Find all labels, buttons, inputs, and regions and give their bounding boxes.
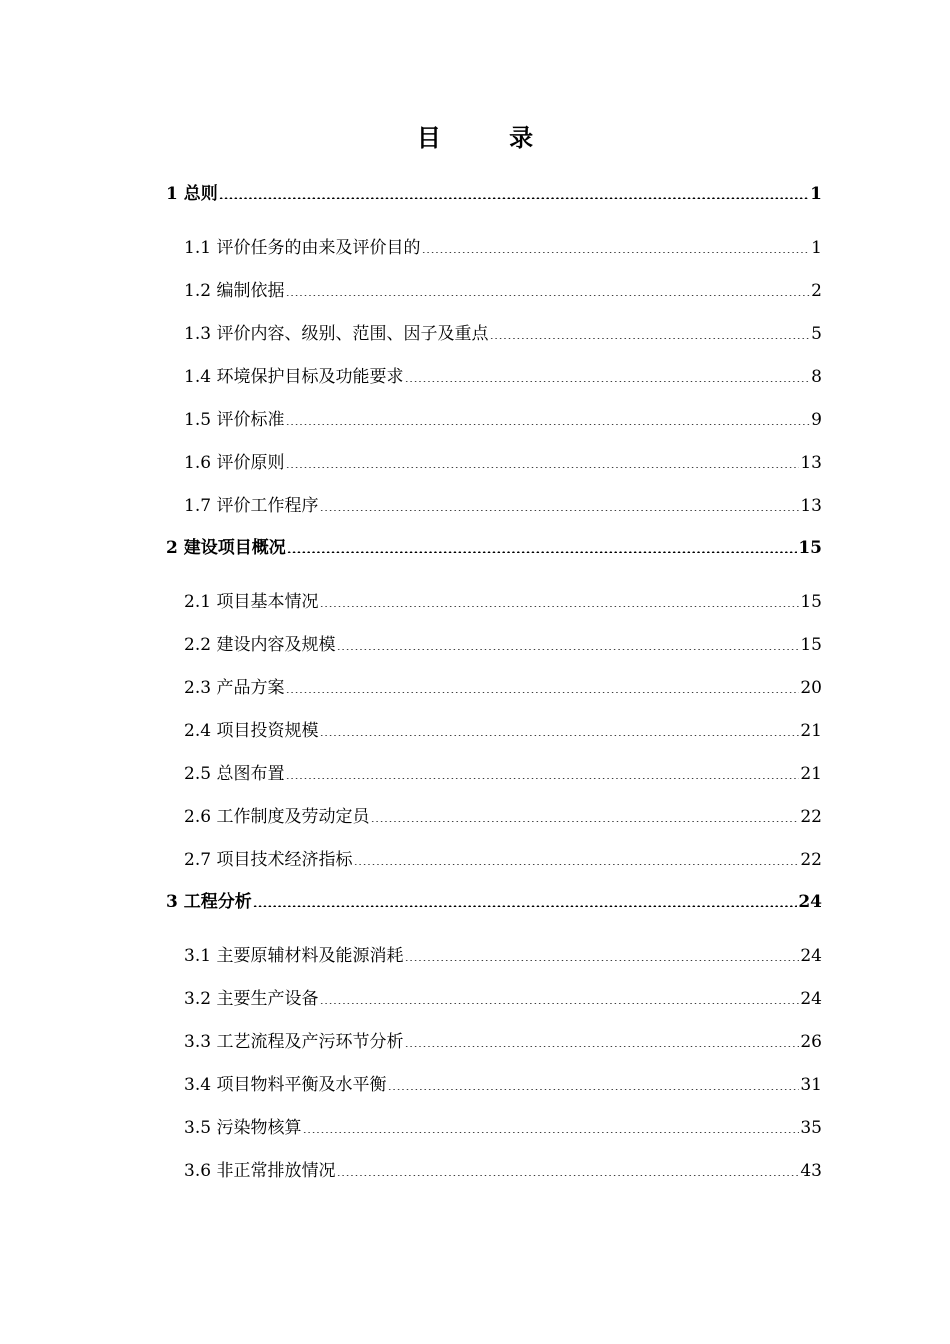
toc-section-entry[interactable] [166,1107,822,1150]
toc-entry-page-number: 2 [811,281,822,301]
toc-entry-page-number: 22 [800,807,822,827]
toc-section-entry[interactable] [166,667,822,710]
toc-entry-label: 2.7 项目技术经济指标 [184,850,353,870]
toc-entry-page-number: 13 [800,496,822,516]
dot-leader [285,762,799,779]
toc-entry-label: 1.7 评价工作程序 [184,496,319,516]
dot-leader [353,848,799,865]
dot-leader [285,676,799,693]
toc-entry-label: 2.2 建设内容及规模 [184,635,336,655]
toc-entry-label: 2.4 项目投资规模 [184,721,319,741]
dot-leader [421,236,810,253]
toc-section-entry[interactable] [166,581,822,624]
toc-entry-label: 1.4 环境保护目标及功能要求 [184,367,404,387]
dot-leader [219,182,809,199]
dot-leader [370,805,799,822]
toc-entry-label: 1.1 评价任务的由来及评价目的 [184,238,421,258]
toc-entry-label: 2.5 总图布置 [184,764,285,784]
toc-section-entry[interactable] [166,1021,822,1064]
dot-leader [404,365,810,382]
toc-section-entry[interactable] [166,442,822,485]
toc-chapter-entry[interactable] [166,882,822,935]
toc-section-entry[interactable] [166,796,822,839]
toc-entry-page-number: 15 [800,592,822,612]
toc-entry-label: 1.5 评价标准 [184,410,285,430]
dot-leader [336,1159,799,1176]
toc-section-entry[interactable] [166,978,822,1021]
dot-leader [285,451,799,468]
toc-entry-page-number: 1 [811,238,822,258]
toc-entry-page-number: 15 [798,538,822,558]
page-title: 目 录 [416,123,564,152]
toc-section-entry[interactable] [166,227,822,270]
dot-leader [287,536,798,553]
toc-entry-page-number: 21 [800,721,822,741]
toc-chapter-entry[interactable] [166,174,822,227]
toc-section-entry[interactable] [166,270,822,313]
toc-entry-label: 2.6 工作制度及劳动定员 [184,807,370,827]
toc-entry-label: 1.6 评价原则 [184,453,285,473]
toc-entry-label: 1 总则 [166,184,218,204]
toc-section-entry[interactable] [166,1150,822,1193]
toc-entry-page-number: 1 [810,184,822,204]
dot-leader [319,494,799,511]
toc-entry-label: 3.2 主要生产设备 [184,989,319,1009]
toc-entry-label: 3.3 工艺流程及产污环节分析 [184,1032,404,1052]
dot-leader [404,1030,799,1047]
toc-entry-page-number: 24 [800,989,822,1009]
toc-entry-page-number: 22 [800,850,822,870]
table-of-contents [166,174,822,1193]
dot-leader [253,890,798,907]
toc-section-entry[interactable] [166,710,822,753]
dot-leader [302,1116,799,1133]
toc-entry-page-number: 43 [800,1161,822,1181]
toc-entry-page-number: 9 [811,410,822,430]
toc-entry-page-number: 31 [800,1075,822,1095]
dot-leader [489,322,810,339]
dot-leader [319,987,799,1004]
toc-section-entry[interactable] [166,485,822,528]
toc-section-entry[interactable] [166,935,822,978]
toc-entry-page-number: 5 [811,324,822,344]
dot-leader [336,633,799,650]
toc-section-entry[interactable] [166,839,822,882]
toc-entry-label: 2.3 产品方案 [184,678,285,698]
toc-entry-label: 2 建设项目概况 [166,538,286,558]
dot-leader [404,944,799,961]
toc-section-entry[interactable] [166,1064,822,1107]
toc-entry-page-number: 20 [800,678,822,698]
toc-entry-label: 2.1 项目基本情况 [184,592,319,612]
toc-entry-page-number: 24 [798,892,822,912]
toc-entry-page-number: 24 [800,946,822,966]
toc-chapter-entry[interactable] [166,528,822,581]
toc-section-entry[interactable] [166,753,822,796]
toc-entry-page-number: 26 [800,1032,822,1052]
toc-entry-label: 3.1 主要原辅材料及能源消耗 [184,946,404,966]
dot-leader [319,719,799,736]
dot-leader [387,1073,799,1090]
toc-entry-page-number: 15 [800,635,822,655]
toc-entry-page-number: 13 [800,453,822,473]
toc-entry-label: 1.2 编制依据 [184,281,285,301]
toc-section-entry[interactable] [166,624,822,667]
toc-entry-page-number: 35 [800,1118,822,1138]
toc-entry-label: 3 工程分析 [166,892,252,912]
dot-leader [285,279,810,296]
dot-leader [285,408,810,425]
toc-entry-page-number: 8 [811,367,822,387]
dot-leader [319,590,799,607]
toc-entry-label: 3.6 非正常排放情况 [184,1161,336,1181]
toc-entry-label: 3.5 污染物核算 [184,1118,302,1138]
toc-section-entry[interactable] [166,356,822,399]
toc-entry-page-number: 21 [800,764,822,784]
toc-entry-label: 1.3 评价内容、级别、范围、因子及重点 [184,324,489,344]
toc-section-entry[interactable] [166,313,822,356]
toc-entry-label: 3.4 项目物料平衡及水平衡 [184,1075,387,1095]
toc-section-entry[interactable] [166,399,822,442]
